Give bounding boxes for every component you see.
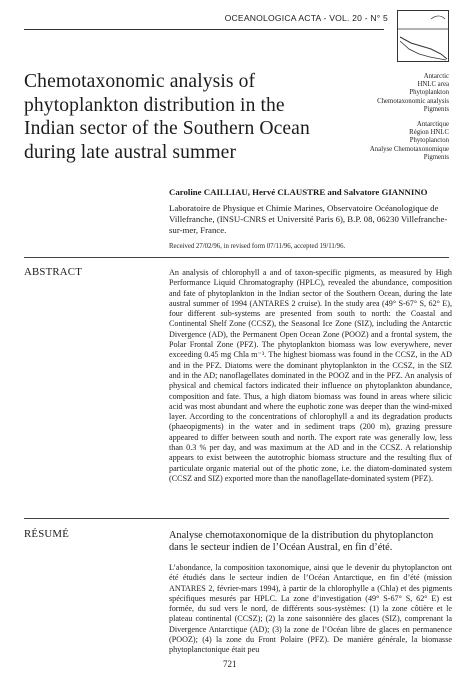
received-dates: Received 27/02/96, in revised form 07/11/96, accepted 19/11/96. xyxy=(169,243,346,250)
title-line: Indian sector of the Southern Ocean xyxy=(24,118,310,140)
keyword: Pigments xyxy=(423,105,449,113)
title-line: Chemotaxonomic analysis of xyxy=(24,71,256,92)
keyword: Phytoplancton xyxy=(409,137,449,145)
keywords-french xyxy=(370,121,449,162)
keyword: Chemotaxonomic analysis xyxy=(377,97,449,105)
keyword: Antarctic xyxy=(423,73,449,80)
keyword: Pigments xyxy=(423,153,449,161)
keyword: HNLC area xyxy=(417,81,449,89)
keyword: Région HNLC xyxy=(409,129,449,137)
keyword: Analyse Chemotaxonomique xyxy=(369,145,449,153)
keywords-english xyxy=(377,73,449,114)
affiliation: Laboratoire de Physique et Chimie Marines, Observatoire Océanologique de Villefranche, (INSU-CNRS et Université Paris 6), B.P. 08, 06230 Villefranche-sur-mer, France. xyxy=(169,203,448,235)
authors: Caroline CAILLIAU, Hervé CLAUSTRE and Salvatore GIANNINO xyxy=(169,187,428,197)
article-title xyxy=(24,70,354,164)
resume-text: L’abondance, la composition taxonomique, ainsi que le devenir du phytoplancton ont été étudiés dans le secteur indien de l’Océan Antarctique, en fin d’été (mission ANTARES 2, février-mars 1994), à partir de la chlorophylle a (Chla) et des pigments spécifiques mesurés par HPLC. La zone d’investigation (49° S-67° S, 62° E) est formée, du sud vers le nord, de différents sous-systèmes: (1) la zone côtière et le plateau continental (CCSZ); (2) la zone saisonnière des glaces (SIZ), comprenant la Divergence Antarctique (AD); (3) la zone de l’Océan libre de glaces en permanence (POOZ); (4) la zone du Front Polaire (PFZ). De manière générale, la biomasse phytoplanctonique était peu xyxy=(169,563,452,655)
journal-logo-icon xyxy=(397,10,449,62)
abstract-label: ABSTRACT xyxy=(24,266,82,278)
section-divider xyxy=(24,257,449,258)
resume-title: Analyse chemotaxonomique de la distribution du phytoplancton dans le secteur indien de l’Océan Austral, en fin d’été. xyxy=(169,530,434,554)
journal-header: OCEANOLOGICA ACTA - VOL. 20 - N° 5 xyxy=(224,13,388,23)
keyword: Antarctique xyxy=(416,121,449,128)
title-line: phytoplankton distribution in the xyxy=(24,94,285,116)
abstract-text: An analysis of chlorophyll a and of taxon-specific pigments, as measured by High Performance Liquid Chromatography (HPLC), revealed the abundance, composition and fate of phytoplankton in the Indian sector of the Southern Ocean, during the late austral summer of 1994 (ANTARES 2 cruise). In the study area (49° S-67° S, 62° E), four different sub-systems are presented from south to north: the Coastal and Continental Shelf Zone (CCSZ), the Seasonal Ice Zone (SIZ), including the Antarctic Divergence (AD), the Permanent Open Ocean Zone (POOZ) and a frontal system, the Polar Frontal Zone (PFZ). The phytoplankton biomass was low everywhere, never exceeding 0.45 mg Chla m⁻³. The highest biomass was found in the CCSZ, in the AD and in the PFZ. Diatoms were the dominant phytoplankton in the CCSZ, in the SIZ and in the AD; nanoflagellates dominated in the POOZ and in the PFZ. An analysis of physical and chemical factors indicated their influence on phytoplankton abundance, composition and fate. Thus, a high diatom biomass was found in areas where silicic acid was most abundant and where the euphotic zone was deeper than the wind-mixed layer. According to the concentrations of chlorophyll a and its degradation products (phaeopigments) in the water and in sediment traps (200 m), grazing pressure appeared to differ between south and north. The export rate was generally low, less than 0.3 % per day, and was maximum at the AD and in the CCSZ. A relationship appears to exist between the autotrophic biomass structure and the resulting flux of particulate organic material out of the photic zone, i.e. the diatom-dominated system (CCSZ and SIZ) exported more than the nanoflagellate-dominated system (PFZ). xyxy=(169,268,452,483)
resume-label: RÉSUMÉ xyxy=(24,528,69,540)
title-line: during late austral summer xyxy=(24,141,237,163)
keyword: Phytoplankton xyxy=(409,89,449,97)
section-divider xyxy=(24,518,449,519)
header-rule xyxy=(24,29,384,30)
page-number: 721 xyxy=(223,659,237,669)
